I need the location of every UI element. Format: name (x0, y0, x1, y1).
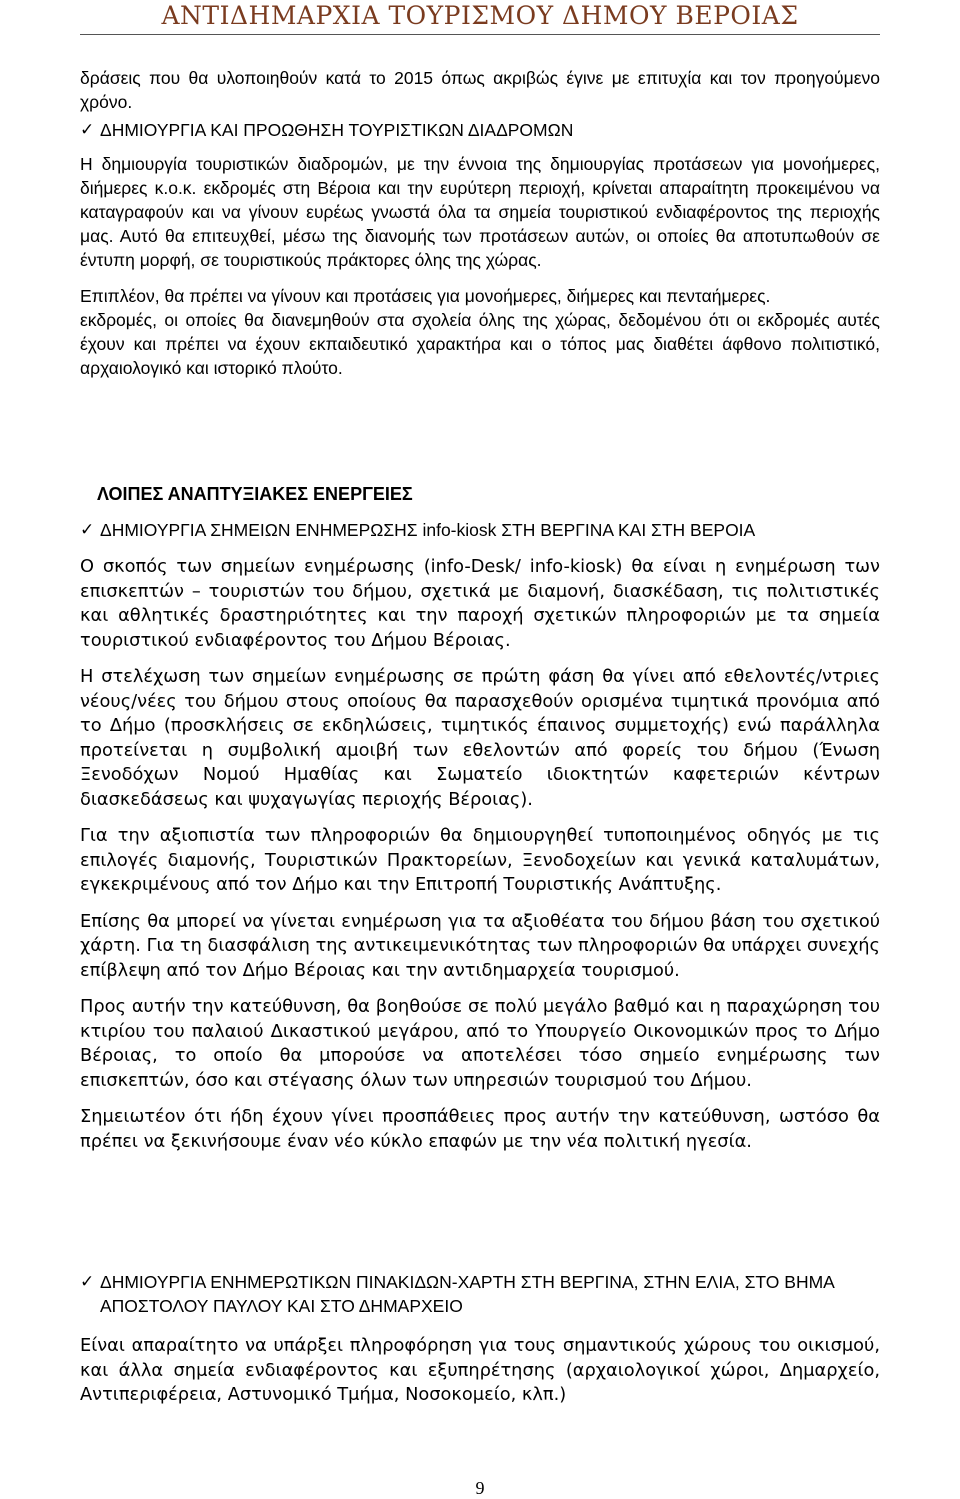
page-number: 9 (475, 1478, 485, 1498)
check-item-routes (80, 118, 880, 142)
note-paragraph: Σημειωτέον ότι ήδη έχουν γίνει προσπάθειες προς αυτήν την κατεύθυνση, ωστόσο θα πρέπει να ξεκινήσουμε έναν νέο κύκλο επαφών με την νέα πολιτική ηγεσία. (80, 1106, 880, 1152)
top-section (80, 66, 880, 380)
trips-paragraph-a: Επιπλέον, θα πρέπει να γίνουν και προτάσεις για μονοήμερες, διήμερες και πενταήμερες. (80, 286, 771, 306)
header-rule (80, 34, 880, 35)
check-item-label: ΔΗΜΙΟΥΡΓΙΑ ΚΑΙ ΠΡΟΩΘΗΣΗ ΤΟΥΡΙΣΤΙΚΩΝ ΔΙΑΔΡΟΜΩΝ (100, 120, 574, 140)
check-item-info-kiosk (80, 518, 880, 542)
staffing-paragraph: Η στελέχωση των σημείων ενημέρωσης σε πρώτη φάση θα γίνει από εθελοντές/ντριες νέους/νέες του δήμου στους οποίους θα παρασχεθούν ορισμένα τιμητικά προνόμια από το Δήμο (προσκλήσεις σε εκδηλώσεις, τιμητικός έπαινος συμμετοχής) ενώ παράλληλα προτείνεται η συμβολική αμοιβή των εθελοντών από φορείς του δήμου (Ένωση Ξενοδόχων Νομού Ημαθίας και Σωματείο ιδιοκτητών καφετεριών κέντρων διασκεδάσεως και ψυχαγωγίας περιοχής Βέροιας). (80, 666, 880, 810)
checkmark-icon: ✓ (80, 1272, 95, 1292)
section-title: ΛΟΙΠΕΣ ΑΝΑΠΤΥΞΙΑΚΕΣ ΕΝΕΡΓΕΙΕΣ (97, 484, 413, 504)
check-item-label: ΔΗΜΙΟΥΡΓΙΑ ΕΝΗΜΕΡΩΤΙΚΩΝ ΠΙΝΑΚΙΔΩΝ-ΧΑΡΤΗ ΣΤΗ ΒΕΡΓΙΝΑ, ΣΤΗΝ ΕΛΙΑ, ΣΤΟ ΒΗΜΑ ΑΠΟΣΤΟΛΟΥ ΠΑΥΛΟΥ ΚΑΙ ΣΤΟ ΔΗΜΑΡΧΕΙΟ (100, 1272, 834, 1316)
check-item-signs (80, 1270, 880, 1318)
check-item-label: ΔΗΜΙΟΥΡΓΙΑ ΣΗΜΕΙΩΝ ΕΝΗΜΕΡΩΣΗΣ info-kiosk ΣΤΗ ΒΕΡΓΙΝΑ ΚΑΙ ΣΤΗ ΒΕΡΟΙΑ (100, 520, 756, 540)
purpose-paragraph: Ο σκοπός των σημείων ενημέρωσης (info-Desk/ info-kiosk) θα είναι η ενημέρωση των επισκεπτών – τουριστών του δήμου, σχετικά με διαμονή, διασκέδαση, τις πολιτιστικές και αθλητικές δραστηριότητες και την παροχή σχετικών πληροφοριών με τα σημεία τουριστικού ενδιαφέροντος του Δήμου Βέροιας. (80, 556, 880, 651)
kiosk-section-body (80, 555, 880, 1166)
page-header-title: ΑΝΤΙΔΗΜΑΡΧΙΑ ΤΟΥΡΙΣΜΟΥ ΔΗΜΟΥ ΒΕΡΟΙΑΣ (161, 1, 799, 30)
building-paragraph: Προς αυτήν την κατεύθυνση, θα βοηθούσε σε πολύ μεγάλο βαθμό και η παραχώρηση του κτιρίου του παλαιού Δικαστικού μεγάρου, από το Υπουργείο Οικονομικών προς το Δήμο Βέροιας, το οποίο θα μπορούσε να αποτελέσει τόσο σημείο ενημέρωσης των επισκεπτών, όσο και στέγασης όλων των υπηρεσιών τουρισμού του Δήμου. (80, 996, 880, 1091)
routes-paragraph: Η δημιουργία τουριστικών διαδρομών, με την έννοια της δημιουργίας προτάσεων για μονοήμερες, διήμερες κ.ο.κ. εκδρομές στη Βέροια και την ευρύτερη περιοχή, κρίνεται απαραίτητη προκειμένου να καταγραφούν και να γίνουν ευρέως γνωστά όλα τα σημεία τουριστικού ενδιαφέροντος της περιοχής μας. Αυτό θα επιτευχθεί, μέσω της διανομής των προτάσεων αυτών, οι οποίες θα αποτυπωθούν σε έντυπη μορφή, σε τουριστικούς πράκτορες όλης της χώρας. (80, 154, 880, 270)
checkmark-icon: ✓ (80, 520, 95, 540)
reliability-paragraph: Για την αξιοπιστία των πληροφοριών θα δημιουργηθεί τυποποιημένος οδηγός με τις επιλογές διαμονής, Τουριστικών Πρακτορείων, Ξενοδοχείων και γενικά καταλυμάτων, εγκεκριμένους από τον Δήμο και την Επιτροπή Τουριστικής Ανάπτυξης. (80, 825, 880, 895)
trips-paragraph-b: εκδρομές, οι οποίες θα διανεμηθούν στα σχολεία όλης της χώρας, δεδομένου ότι οι εκδρομές αυτές έχουν και πρέπει να έχουν εκπαιδευτικό χαρακτήρα και ο τόπος μας διαθέτει άφθονο πολιτιστικό, αρχαιολογικό και ιστορικό πλούτο. (80, 310, 880, 378)
map-paragraph: Επίσης θα μπορεί να γίνεται ενημέρωση για τα αξιοθέατα του δήμου βάση του σχετικού χάρτη. Για τη διασφάλιση της αντικειμενικότητας των πληροφοριών θα υπάρχει συνεχής επίβλεψη από τον Δήμο Βέροιας και την αντιδημαρχεία τουρισμού. (80, 910, 880, 981)
signs-section-body (80, 1334, 880, 1408)
intro-paragraph: δράσεις που θα υλοποιηθούν κατά το 2015 όπως ακριβώς έγινε με επιτυχία και τον προηγούμενο χρόνο. (80, 68, 880, 112)
signs-paragraph: Είναι απαραίτητο να υπάρξει πληροφόρηση για τους σημαντικούς χώρους του οικισμού, και άλλα σημεία ενδιαφέροντος και εξυπηρέτησης (αρχαιολογικοί χώροι, Δημαρχείο, Αντιπεριφέρεια, Αστυνομικό Τμήμα, Νοσοκομείο, κλπ.) (80, 1335, 880, 1405)
checkmark-icon: ✓ (80, 120, 95, 140)
